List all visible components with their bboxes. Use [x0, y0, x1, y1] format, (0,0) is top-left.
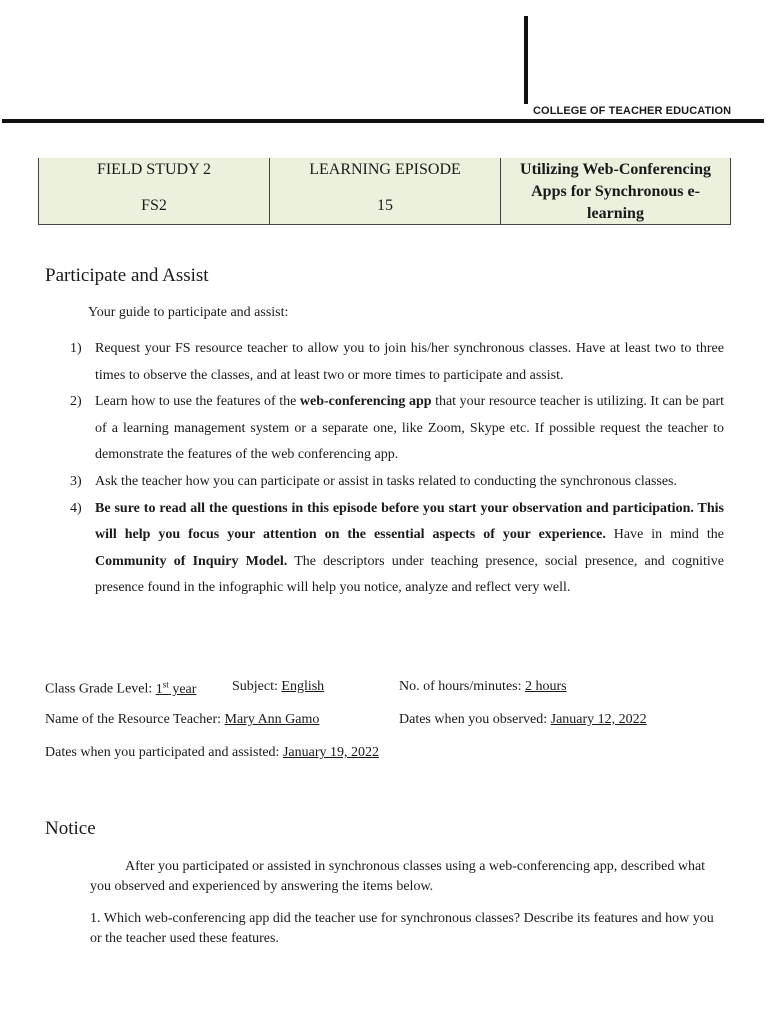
learning-episode-number: 15	[377, 197, 393, 214]
observed-value: January 12, 2022	[550, 712, 647, 727]
subject: Subject: English	[232, 679, 325, 694]
college-name: COLLEGE OF TEACHER EDUCATION	[533, 105, 732, 117]
class-grade-level: Class Grade Level: 1st year	[45, 679, 197, 697]
participate-heading: Participate and Assist	[45, 265, 209, 286]
episode-topic-cell	[501, 158, 731, 225]
episode-topic-line1: Utilizing Web-Conferencing	[520, 161, 711, 178]
hours-value: 2 hours	[525, 679, 567, 694]
header-vertical-bar	[524, 16, 528, 104]
participated-value: January 19, 2022	[282, 745, 379, 760]
episode-topic-line2: Apps for Synchronous e-	[531, 183, 700, 200]
episode-info-table	[38, 158, 731, 225]
resource-teacher: Name of the Resource Teacher: Mary Ann Gamo	[45, 712, 320, 727]
hours-minutes: No. of hours/minutes: 2 hours	[399, 679, 567, 694]
notice-heading: Notice	[45, 818, 96, 839]
teacher-value: Mary Ann Gamo	[224, 712, 320, 727]
subject-value: English	[281, 679, 325, 694]
notice-intro: After you participated or assisted in synchronous classes using a web-conferencing app, described what you observed and experienced by answering the items below.	[90, 859, 706, 894]
header-rule	[2, 119, 764, 123]
dates-participated: Dates when you participated and assisted: January 19, 2022	[45, 745, 379, 760]
notice-question-1: 1. Which web-conferencing app did the teacher use for synchronous classes? Describe its features and how you or the teacher used these features.	[90, 911, 714, 946]
list-item: 1) Request your FS resource teacher to allow you to join his/her synchronous classes. Have at least two to three times to observe the classes, and at least two or more times to participate and assist.	[70, 341, 724, 383]
learning-episode-cell	[270, 158, 501, 225]
field-study-code: FS2	[141, 197, 167, 214]
list-item: 4) Be sure to read all the questions in this episode before you start your observation and participation. This will help you focus your attention on the essential aspects of your experience. Have in mind the Community of Inquiry Model. The descriptors under teaching presence, social presence, and cognitive presence found in the infographic will help you notice, analyze and reflect very well.	[70, 500, 724, 596]
list-item: 3) Ask the teacher how you can participate or assist in tasks related to conducting the synchronous classes.	[70, 473, 678, 489]
episode-topic-line3: learning	[587, 205, 644, 222]
list-item: 2) Learn how to use the features of the web-conferencing app that your resource teacher is utilizing. It can be part of a learning management system or a separate one, like Zoom, Skype etc. If possible request the teacher to demonstrate the features of the web conferencing app.	[70, 394, 724, 463]
field-study-cell	[39, 158, 270, 225]
dates-observed: Dates when you observed: January 12, 2022	[399, 712, 647, 727]
field-study-title: FIELD STUDY 2	[96, 161, 212, 178]
participate-intro: Your guide to participate and assist:	[88, 305, 289, 320]
learning-episode-title: LEARNING EPISODE	[309, 161, 461, 178]
participate-list	[70, 336, 724, 602]
